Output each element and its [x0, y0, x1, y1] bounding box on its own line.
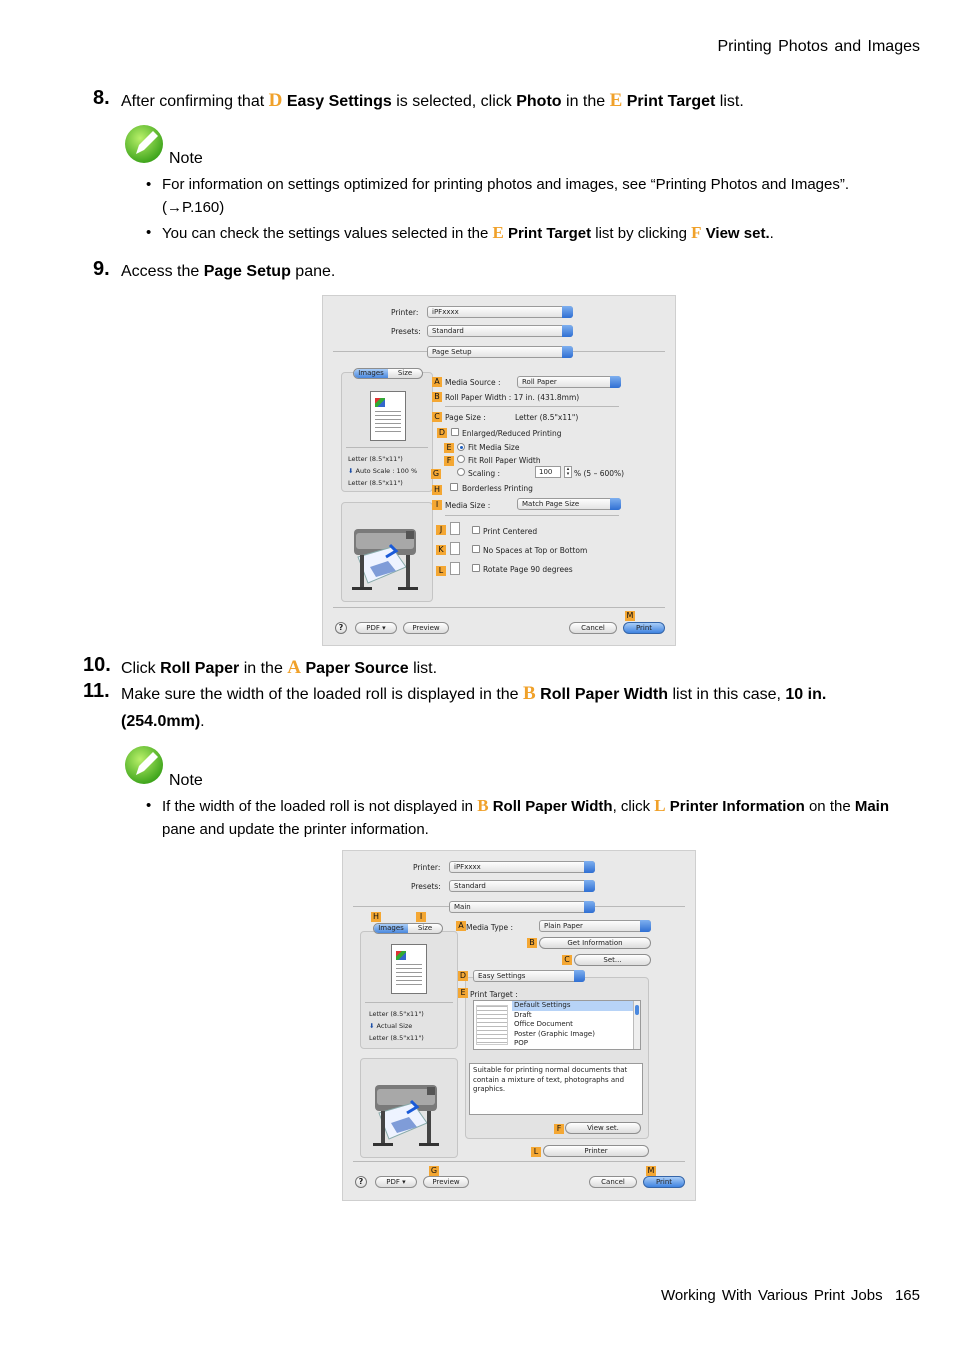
text: After confirming that — [121, 93, 269, 110]
running-footer — [661, 1287, 920, 1304]
print-button[interactable]: Print — [623, 622, 665, 634]
presets-label: Presets: — [411, 882, 441, 891]
presets-label: Presets: — [391, 327, 421, 336]
text: in the — [239, 660, 288, 677]
page-preview — [370, 391, 406, 441]
scaling-input[interactable]: 100 — [535, 466, 561, 478]
term: Printer Information — [669, 798, 805, 815]
preview-button[interactable]: Preview — [423, 1176, 469, 1188]
callout-tag-c: C — [432, 412, 442, 422]
callout-tag-f: F — [554, 1124, 564, 1134]
easy-settings-popup[interactable]: Easy Settings — [473, 970, 585, 982]
step-number-8: 8. — [93, 87, 110, 109]
callout-tag-b: B — [432, 392, 442, 402]
help-button[interactable]: ? — [355, 1176, 367, 1188]
callout-tag-i: I — [432, 500, 442, 510]
page-layout-icon — [450, 522, 460, 535]
divider — [445, 406, 619, 407]
borderless-label: Borderless Printing — [462, 484, 533, 493]
media-source-label: Media Source : — [445, 378, 501, 387]
term: Roll Paper Width — [540, 686, 669, 703]
callout-letter: E — [609, 90, 623, 111]
target-item[interactable]: POP — [514, 1039, 528, 1048]
term: Paper Source — [305, 660, 409, 677]
note-pencil-icon — [124, 745, 166, 785]
callout-tag-b: B — [527, 938, 537, 948]
presets-popup[interactable]: Standard — [427, 325, 573, 337]
preview-tabs[interactable] — [373, 923, 443, 934]
tab-size[interactable]: Size — [397, 369, 413, 377]
printer-info-button[interactable]: Printer — [543, 1145, 649, 1157]
text: . — [769, 225, 774, 242]
pane-popup[interactable]: Main — [449, 901, 595, 913]
step-number-10: 10. — [83, 654, 111, 676]
page-number: 165 — [894, 1287, 920, 1304]
printer-image-panel — [341, 502, 433, 602]
scaling-range: % (5 – 600%) — [574, 469, 625, 478]
term: Page Setup — [203, 263, 291, 280]
target-thumbnail-icon — [476, 1005, 508, 1045]
no-spaces-icon — [450, 542, 460, 555]
roll-width-value: 17 in. (431.8mm) — [513, 393, 580, 402]
text: list by clicking — [591, 225, 692, 242]
term: Easy Settings — [286, 93, 392, 110]
callout-letter: E — [492, 223, 504, 242]
print-centered-label: Print Centered — [483, 527, 538, 536]
target-item[interactable]: Office Document — [514, 1020, 573, 1029]
callout-tag-g: G — [432, 469, 440, 478]
printer-label: Printer: — [391, 308, 419, 317]
view-set-button[interactable]: View set. — [565, 1122, 641, 1134]
callout-tag-l: L — [531, 1147, 541, 1157]
step-number-9: 9. — [93, 258, 110, 280]
callout-tag-e: E — [444, 443, 454, 453]
callout-tag-h: H — [433, 485, 440, 494]
main-dialog — [342, 850, 696, 1201]
page-size-value: Letter (8.5"x11") — [515, 413, 579, 422]
callout-tag-a: A — [456, 921, 466, 931]
step-8-text — [121, 87, 744, 115]
target-item[interactable]: Draft — [514, 1010, 532, 1019]
running-header: Printing Photos and Images — [717, 38, 920, 55]
enlarged-label: Enlarged/Reduced Printing — [462, 429, 562, 438]
printer-illustration-icon — [346, 511, 430, 597]
term: Print Target — [508, 225, 592, 242]
callout-letter: A — [287, 657, 302, 678]
printer-illustration-icon — [367, 1067, 451, 1153]
scaling-stepper-icon[interactable]: ▴ ▾ — [564, 466, 572, 478]
list-scrollbar[interactable] — [633, 1001, 640, 1049]
term: Print Target — [626, 93, 716, 110]
page-setup-dialog — [322, 295, 676, 646]
cancel-button[interactable]: Cancel — [569, 622, 617, 634]
term: Main — [854, 798, 890, 815]
text: For information on settings optimized for printing photos and images, see “Printing Photos and Images”. (→P.160) — [162, 176, 850, 216]
media-type-popup[interactable]: Plain Paper — [539, 920, 651, 932]
callout-letter: D — [268, 90, 283, 111]
print-target-list[interactable] — [473, 1000, 641, 1050]
no-spaces-label: No Spaces at Top or Bottom — [483, 546, 588, 555]
tab-images[interactable]: Images — [374, 924, 408, 933]
text: pane. — [290, 263, 336, 280]
fit-media-radio[interactable] — [457, 443, 465, 451]
divider — [346, 447, 428, 448]
presets-popup[interactable]: Standard — [449, 880, 595, 892]
step-number-11: 11. — [83, 680, 110, 702]
callout-letter: F — [691, 223, 702, 242]
divider — [365, 1002, 453, 1003]
rotate-label: Rotate Page 90 degrees — [483, 565, 573, 574]
callout-letter: B — [477, 796, 489, 815]
preview-panel — [341, 372, 433, 492]
callout-tag-f: F — [444, 456, 454, 466]
roll-width-label: Roll Paper Width : — [445, 393, 512, 402]
note-label: Note — [169, 150, 203, 167]
cancel-button[interactable]: Cancel — [589, 1176, 637, 1188]
down-arrow-icon: ⬇ — [348, 467, 354, 475]
step-11-text — [121, 680, 891, 735]
callout-tag-j: J — [436, 525, 446, 535]
text: If the width of the loaded roll is not displayed in — [162, 798, 478, 815]
callout-tag-e: E — [458, 988, 468, 998]
divider — [353, 1161, 685, 1162]
rotate-checkbox[interactable] — [472, 564, 480, 572]
fit-roll-radio[interactable] — [457, 455, 465, 463]
text: . — [200, 713, 205, 730]
target-item[interactable]: Poster (Graphic Image) — [514, 1029, 595, 1038]
preview-size-1: Letter (8.5"x11") — [369, 1010, 424, 1018]
callout-letter: B — [523, 683, 536, 704]
tab-size[interactable]: Size — [417, 924, 433, 932]
callout-tag-m: M — [647, 1166, 655, 1175]
text: list. — [408, 660, 438, 677]
no-spaces-checkbox[interactable] — [472, 545, 480, 553]
preview-tabs[interactable] — [353, 368, 423, 379]
set-button[interactable]: Set... — [574, 954, 651, 966]
note-pencil-icon — [124, 124, 166, 164]
pdf-button[interactable]: PDF ▾ — [375, 1176, 417, 1188]
note-1-bullet-2: • You can check the settings values selected in the E Print Target list by clicking F View set.. — [146, 223, 774, 242]
term: Roll Paper — [160, 660, 240, 677]
scroll-thumb[interactable] — [635, 1005, 639, 1015]
printer-label: Printer: — [413, 863, 441, 872]
note-1-bullet-1: • For information on settings optimized for printing photos and images, see “Printing Photos and Images”. (→P.160) — [146, 176, 850, 216]
print-target-label: Print Target : — [470, 990, 518, 999]
callout-tag-d: D — [459, 971, 467, 980]
printer-image-panel — [360, 1058, 458, 1158]
preview-scale: Auto Scale : 100 % — [355, 467, 418, 475]
print-centered-checkbox[interactable] — [472, 526, 480, 534]
preview-panel — [360, 931, 458, 1049]
text: on the — [804, 798, 855, 815]
callout-tag-m: M — [626, 611, 634, 620]
target-item[interactable]: Default Settings — [512, 1001, 634, 1011]
text: list in this case, — [668, 686, 786, 703]
callout-tag-k: K — [436, 545, 446, 555]
pane-popup[interactable]: Page Setup — [427, 346, 573, 358]
fit-media-label: Fit Media Size — [468, 443, 520, 452]
note-2-bullet: • If the width of the loaded roll is not displayed in B Roll Paper Width, click L Printer Information on the Main pane and update the printer information. — [146, 796, 890, 838]
print-button[interactable]: Print — [643, 1176, 685, 1188]
term: Roll Paper Width — [492, 798, 613, 815]
term: View set. — [705, 225, 770, 242]
rotate-icon — [450, 562, 460, 575]
term: Photo — [516, 93, 562, 110]
term: 10 in. (254.0mm) — [121, 686, 827, 730]
preview-size-2: Letter (8.5"x11") — [369, 1034, 424, 1042]
text: Click — [121, 660, 161, 677]
scaling-label: Scaling : — [468, 469, 501, 478]
scaling-radio[interactable] — [457, 468, 465, 476]
page-preview — [391, 944, 427, 994]
callout-tag-h: H — [372, 912, 379, 921]
printer-popup[interactable]: iPFxxxx — [427, 306, 573, 318]
media-source-popup[interactable]: Roll Paper — [517, 376, 621, 388]
callout-tag-i: I — [416, 912, 426, 922]
callout-tag-c: C — [562, 955, 572, 965]
media-type-label: Media Type : — [466, 923, 514, 932]
callout-letter: L — [654, 796, 666, 815]
page-size-label: Page Size : — [445, 413, 486, 422]
get-information-button[interactable]: Get Information — [539, 937, 651, 949]
callout-tag-l: L — [436, 566, 446, 576]
enlarged-checkbox[interactable] — [451, 428, 459, 436]
callout-tag-a: A — [432, 377, 442, 387]
preview-size-1: Letter (8.5"x11") — [348, 455, 403, 463]
text: is selected, click — [391, 93, 517, 110]
text: Access the — [121, 263, 204, 280]
divider — [333, 607, 665, 608]
preview-button[interactable]: Preview — [403, 622, 449, 634]
divider — [445, 515, 619, 516]
printer-popup[interactable]: iPFxxxx — [449, 861, 595, 873]
text: Make sure the width of the loaded roll is displayed in the — [121, 686, 524, 703]
text: pane and update the printer information. — [162, 821, 429, 838]
preview-size-2: Letter (8.5"x11") — [348, 479, 403, 487]
fit-roll-label: Fit Roll Paper Width — [468, 456, 541, 465]
preview-scale: Actual Size — [376, 1022, 413, 1030]
media-size-label: Media Size : — [445, 501, 491, 510]
text: in the — [561, 93, 610, 110]
text: You can check the settings values selected in the — [162, 225, 493, 242]
media-size-popup[interactable]: Match Page Size — [517, 498, 621, 510]
help-button[interactable]: ? — [335, 622, 347, 634]
borderless-checkbox[interactable] — [450, 483, 458, 491]
text: list. — [715, 93, 744, 110]
text: , click — [612, 798, 655, 815]
footer-section: Working With Various Print Jobs — [660, 1287, 883, 1304]
tab-images[interactable]: Images — [354, 369, 388, 378]
down-arrow-icon: ⬇ — [369, 1022, 375, 1030]
note-label: Note — [169, 772, 203, 789]
description-box: Suitable for printing normal documents that contain a mixture of text, photographs and graphics. — [469, 1063, 643, 1115]
step-10-text — [121, 654, 437, 682]
step-9-text — [121, 258, 335, 285]
callout-tag-g: G — [430, 1166, 438, 1175]
pdf-button[interactable]: PDF ▾ — [355, 622, 397, 634]
callout-tag-d: D — [438, 428, 446, 437]
